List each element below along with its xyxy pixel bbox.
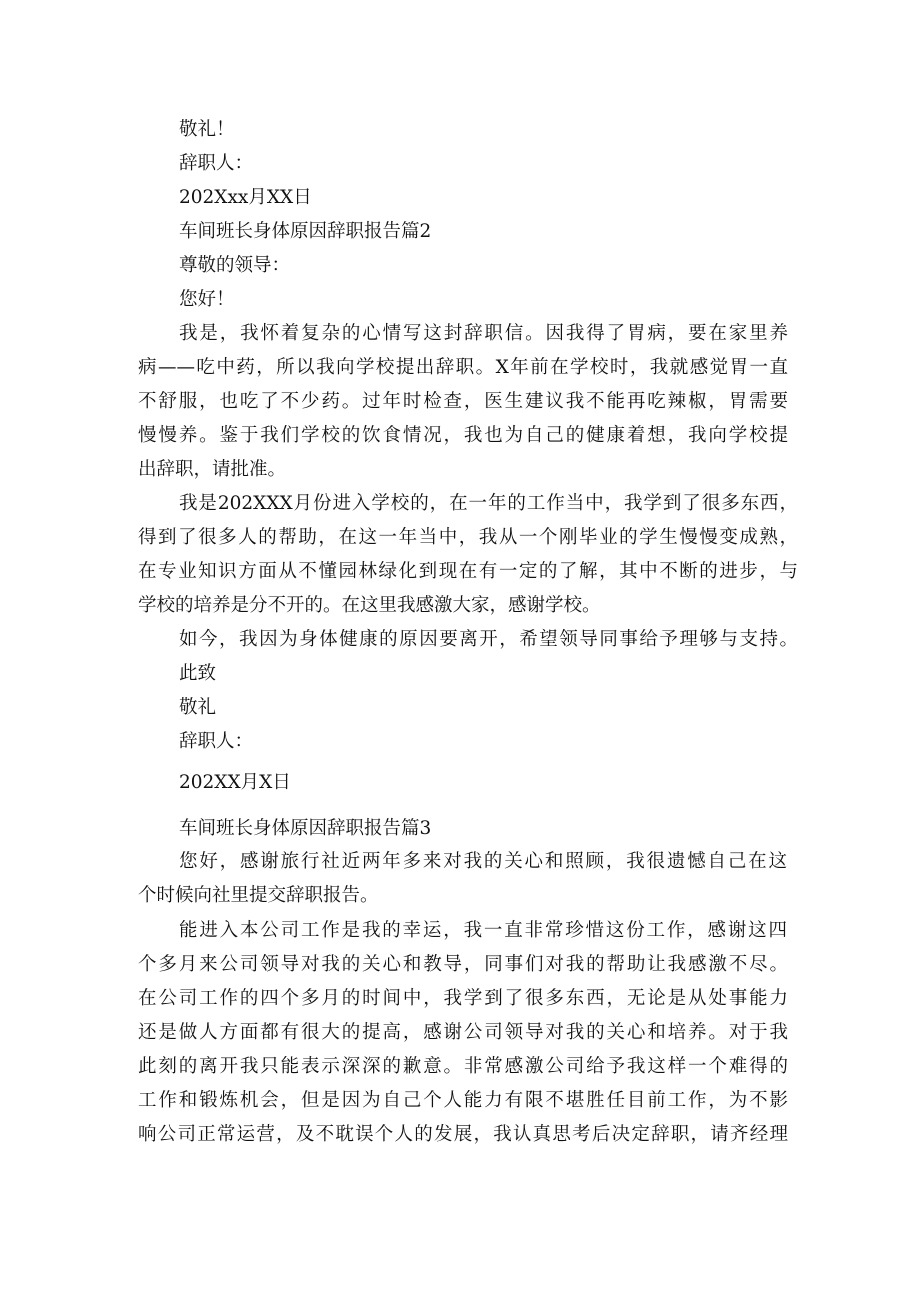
paragraph-line: 个多月来公司领导对我的关心和教导，同事们对我的帮助让我感激不尽。 — [138, 954, 788, 975]
greeting: 您好！ — [179, 289, 235, 310]
paragraph-line: 病——吃中药，所以我向学校提出辞职。X年前在学校时，我就感觉胃一直 — [138, 357, 788, 378]
paragraph-line: 个时候向社里提交辞职报告。 — [138, 885, 379, 906]
paragraph-line: 出辞职，请批准。 — [138, 459, 287, 480]
paragraph-line: 能进入本公司工作是我的幸运，我一直非常珍惜这份工作，感谢这四 — [179, 920, 787, 941]
paragraph-line: 我是202XXX月份进入学校的，在一年的工作当中，我学到了很多东西， — [179, 493, 798, 514]
date-line: 202Xxx月XX日 — [179, 187, 312, 208]
section-title-2: 车间班长身体原因辞职报告篇2 — [179, 221, 432, 242]
date-line: 202XX月X日 — [179, 772, 291, 793]
paragraph-line: 在公司工作的四个多月的时间中，我学到了很多东西，无论是从处事能力 — [138, 988, 788, 1009]
section-title-3: 车间班长身体原因辞职报告篇3 — [179, 818, 432, 839]
salutation: 尊敬的领导： — [179, 255, 291, 276]
paragraph-line: 如今，我因为身体健康的原因要离开，希望领导同事给予理够与支持。 — [179, 629, 798, 650]
closing-salute: 敬礼！ — [179, 119, 235, 140]
paragraph-line: 此刻的离开我只能表示深深的歉意。非常感激公司给予我这样一个难得的 — [138, 1056, 788, 1077]
paragraph-line: 还是做人方面都有很大的提高，感谢公司领导对我的关心和培养。对于我 — [138, 1022, 788, 1043]
paragraph-line: 学校的培养是分不开的。在这里我感激大家，感谢学校。 — [138, 595, 601, 616]
resigner-label: 辞职人： — [179, 731, 254, 752]
paragraph-line: 得到了很多人的帮助，在这一年当中，我从一个刚毕业的学生慢慢变成熟， — [138, 527, 798, 548]
paragraph-line: 工作和锻炼机会，但是因为自己个人能力有限不堪胜任目前工作，为不影 — [138, 1090, 788, 1111]
paragraph-line: 您好，感谢旅行社近两年多来对我的关心和照顾，我很遗憾自己在这 — [179, 851, 787, 872]
paragraph-line: 不舒服，也吃了不少药。过年时检查，医生建议我不能再吃辣椒，胃需要 — [138, 391, 788, 412]
closing-salute: 敬礼 — [179, 697, 217, 718]
paragraph-line: 慢慢养。鉴于我们学校的饮食情况，我也为自己的健康着想，我向学校提 — [138, 425, 788, 446]
closing-line: 此致 — [179, 663, 217, 684]
resigner-label: 辞职人： — [179, 153, 254, 174]
paragraph-line: 响公司正常运营，及不耽误个人的发展，我认真思考后决定辞职，请齐经理 — [138, 1124, 788, 1145]
paragraph-line: 在专业知识方面从不懂园林绿化到现在有一定的了解，其中不断的进步，与 — [138, 561, 798, 582]
paragraph-line: 我是，我怀着复杂的心情写这封辞职信。因我得了胃病，要在家里养 — [179, 323, 788, 344]
